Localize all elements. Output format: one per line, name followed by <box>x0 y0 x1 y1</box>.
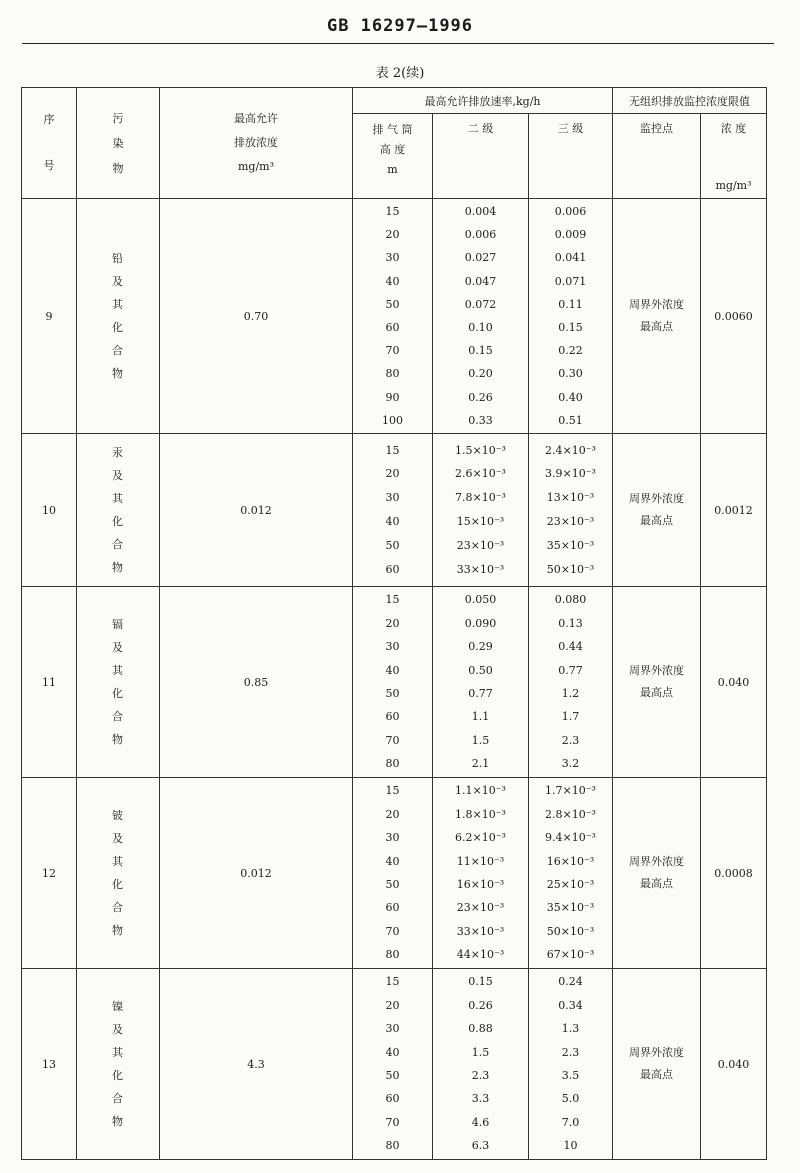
pollutant-char: 及 <box>112 641 124 654</box>
rate-value: 0.24 <box>558 975 583 989</box>
rate-value: 1.7×10⁻³ <box>545 784 596 798</box>
rate-value: 50×10⁻³ <box>546 562 595 576</box>
rate-value: 0.13 <box>558 616 583 630</box>
stack-height-cell <box>353 969 433 1160</box>
grade-2-cell <box>433 199 529 434</box>
monitor-point-cell <box>613 199 701 434</box>
stack-height-value: 50 <box>385 1069 400 1082</box>
col-stack-height <box>353 114 433 199</box>
col-stack-height-line: m <box>387 163 398 176</box>
pollutant-char: 合 <box>112 344 124 357</box>
rate-value: 1.8×10⁻³ <box>455 807 506 821</box>
rate-value: 16×10⁻³ <box>456 878 505 891</box>
col-max-conc-line: mg/m³ <box>237 160 275 173</box>
limit-cell: 0.040 <box>701 587 767 778</box>
rate-value: 0.29 <box>468 640 493 654</box>
col-grade-2: 二 级 <box>433 114 529 199</box>
pollutant-char: 物 <box>112 1115 124 1128</box>
rate-value: 1.5 <box>471 1045 490 1059</box>
pollutant-cell <box>77 969 160 1160</box>
col-pollutant <box>77 88 160 199</box>
grade-3-cell <box>529 199 613 434</box>
stack-height-cell <box>353 434 433 587</box>
rate-value: 0.15 <box>558 321 583 334</box>
monitor-point-line: 周界外浓度 <box>629 664 684 677</box>
rate-value: 2.3 <box>471 1069 490 1082</box>
rate-value: 1.3 <box>561 1022 580 1036</box>
rate-value: 0.072 <box>464 297 497 311</box>
rate-value: 0.006 <box>554 205 587 219</box>
stack-height-cell <box>353 778 433 969</box>
col-seq-line: 号 <box>43 159 55 172</box>
rate-value: 2.6×10⁻³ <box>455 467 506 481</box>
rate-value: 0.88 <box>468 1022 493 1036</box>
stack-height-value: 30 <box>385 640 400 654</box>
rate-value: 0.30 <box>558 367 583 381</box>
rate-value: 1.7 <box>561 710 580 724</box>
seq-cell: 12 <box>22 778 77 969</box>
stack-height-value: 20 <box>385 998 400 1012</box>
grade-3-cell <box>529 969 613 1160</box>
stack-height-value: 80 <box>385 1139 400 1153</box>
pollutant-char: 及 <box>112 469 124 482</box>
stack-height-value: 15 <box>385 593 400 607</box>
rate-value: 0.080 <box>554 593 587 607</box>
stack-height-value: 20 <box>385 228 400 242</box>
col-max-conc-line: 排放浓度 <box>234 136 278 149</box>
col-group-emission-rate: 最高允许排放速率,kg/h <box>353 88 613 114</box>
rate-value: 33×10⁻³ <box>456 562 505 576</box>
rate-value: 0.20 <box>468 367 493 381</box>
rate-value: 13×10⁻³ <box>546 491 595 505</box>
rate-value: 4.6 <box>471 1115 490 1129</box>
limit-cell: 0.0008 <box>701 778 767 969</box>
rate-value: 50×10⁻³ <box>546 924 595 938</box>
rate-value: 2.3 <box>561 1045 580 1059</box>
stack-height-value: 50 <box>385 687 400 700</box>
seq-cell: 13 <box>22 969 77 1160</box>
stack-height-value: 30 <box>385 831 400 845</box>
rate-value: 0.071 <box>554 274 587 288</box>
stack-height-value: 60 <box>385 562 400 576</box>
col-concentration <box>701 114 767 199</box>
rate-value: 1.5×10⁻³ <box>455 443 506 457</box>
pollutant-cell <box>77 587 160 778</box>
rate-value: 0.40 <box>558 390 583 404</box>
grade-3-cell <box>529 587 613 778</box>
col-group-fugitive: 无组织排放监控浓度限值 <box>613 88 767 114</box>
rate-value: 0.26 <box>468 998 493 1012</box>
rate-value: 0.10 <box>468 321 493 334</box>
rate-value: 0.22 <box>558 344 583 358</box>
pollutant-char: 其 <box>112 664 124 677</box>
limit-cell: 0.0012 <box>701 434 767 587</box>
pollutant-char: 镍 <box>112 1000 124 1013</box>
col-stack-height-line: 高 度 <box>379 143 406 156</box>
rate-value: 0.050 <box>464 593 497 607</box>
stack-height-cell <box>353 199 433 434</box>
rate-value: 0.090 <box>464 616 497 630</box>
stack-height-value: 40 <box>385 663 400 677</box>
stack-height-value: 15 <box>385 784 400 798</box>
rate-value: 5.0 <box>561 1092 580 1106</box>
monitor-point-cell <box>613 587 701 778</box>
stack-height-value: 30 <box>385 491 400 505</box>
col-stack-height-line: 排 气 筒 <box>372 123 413 136</box>
rate-value: 33×10⁻³ <box>456 924 505 938</box>
monitor-point-cell <box>613 778 701 969</box>
rate-value: 2.1 <box>471 757 490 771</box>
monitor-point-line: 最高点 <box>640 877 673 890</box>
rate-value: 0.11 <box>558 297 583 311</box>
pollutant-char: 铍 <box>112 809 124 822</box>
rate-value: 15×10⁻³ <box>456 515 505 528</box>
col-pollutant-line: 污 <box>112 111 124 125</box>
rate-value: 0.15 <box>468 344 493 358</box>
rate-value: 0.004 <box>464 205 497 219</box>
pollutant-char: 化 <box>112 515 124 528</box>
rate-value: 0.041 <box>554 251 587 265</box>
stack-height-value: 50 <box>385 878 400 891</box>
monitor-point-line: 最高点 <box>640 320 673 333</box>
rate-value: 16×10⁻³ <box>546 854 595 868</box>
rate-value: 0.34 <box>558 998 583 1012</box>
rate-value: 2.4×10⁻³ <box>545 443 596 457</box>
rate-value: 3.3 <box>471 1092 490 1106</box>
pollutant-block-row <box>22 778 767 969</box>
rate-value: 1.5 <box>471 733 490 747</box>
pollutant-char: 合 <box>112 1092 124 1105</box>
limit-cell: 0.040 <box>701 969 767 1160</box>
pollutant-char: 汞 <box>112 446 124 459</box>
pollutant-char: 其 <box>112 855 124 868</box>
monitor-point-line: 周界外浓度 <box>629 1046 684 1059</box>
stack-height-cell <box>353 587 433 778</box>
pollutant-char: 及 <box>112 832 124 845</box>
stack-height-value: 40 <box>385 854 400 868</box>
stack-height-value: 50 <box>385 297 400 311</box>
stack-height-value: 15 <box>385 443 400 457</box>
pollutant-char: 化 <box>112 878 124 891</box>
rate-value: 0.027 <box>464 251 497 265</box>
emission-limits-table <box>21 87 767 1160</box>
pollutant-block-row <box>22 434 767 587</box>
rate-value: 23×10⁻³ <box>456 901 505 915</box>
seq-cell: 10 <box>22 434 77 587</box>
seq-cell: 9 <box>22 199 77 434</box>
pollutant-char: 合 <box>112 901 124 914</box>
monitor-point-line: 周界外浓度 <box>629 492 684 505</box>
pollutant-char: 物 <box>112 733 124 746</box>
rate-value: 0.77 <box>558 663 583 677</box>
col-seq <box>22 88 77 199</box>
stack-height-value: 80 <box>385 757 400 771</box>
rate-value: 7.0 <box>561 1115 580 1129</box>
stack-height-value: 50 <box>385 538 400 552</box>
max-concentration-cell: 4.3 <box>160 969 353 1160</box>
rate-value: 0.26 <box>468 390 493 404</box>
stack-height-value: 20 <box>385 616 400 630</box>
rate-value: 0.047 <box>464 274 497 288</box>
stack-height-value: 100 <box>382 413 403 427</box>
pollutant-char: 铅 <box>112 252 124 265</box>
stack-height-value: 80 <box>385 367 400 381</box>
monitor-point-cell <box>613 969 701 1160</box>
col-grade-3: 三 级 <box>529 114 613 199</box>
stack-height-value: 40 <box>385 1045 400 1059</box>
pollutant-char: 物 <box>112 367 124 380</box>
rate-value: 6.3 <box>471 1139 490 1153</box>
grade-2-cell <box>433 434 529 587</box>
stack-height-value: 70 <box>385 733 400 747</box>
rate-value: 6.2×10⁻³ <box>455 831 506 845</box>
max-concentration-cell: 0.012 <box>160 434 353 587</box>
pollutant-cell <box>77 778 160 969</box>
rate-value: 67×10⁻³ <box>546 948 595 962</box>
rate-value: 0.009 <box>554 228 587 242</box>
pollutant-char: 合 <box>112 710 124 723</box>
pollutant-char: 及 <box>112 275 124 288</box>
stack-height-value: 90 <box>385 390 400 404</box>
stack-height-value: 60 <box>385 321 400 334</box>
stack-height-value: 15 <box>385 975 400 989</box>
max-concentration-cell: 0.70 <box>160 199 353 434</box>
pollutant-cell <box>77 434 160 587</box>
pollutant-char: 其 <box>112 492 124 505</box>
stack-height-value: 60 <box>385 710 400 724</box>
col-seq-line: 序 <box>43 113 55 126</box>
rate-value: 35×10⁻³ <box>546 901 595 915</box>
stack-height-value: 70 <box>385 344 400 358</box>
col-max-concentration <box>160 88 353 199</box>
pollutant-block-row <box>22 587 767 778</box>
table-caption: 表 2(续) <box>375 66 425 81</box>
rate-value: 0.33 <box>468 413 493 427</box>
stack-height-value: 60 <box>385 1092 400 1106</box>
rate-value: 23×10⁻³ <box>456 538 505 552</box>
col-pollutant-line: 染 <box>112 136 124 150</box>
rate-value: 3.2 <box>561 757 580 771</box>
pollutant-char: 化 <box>112 687 124 700</box>
rate-value: 25×10⁻³ <box>546 878 595 891</box>
pollutant-char: 物 <box>112 924 124 937</box>
rate-value: 2.3 <box>561 733 580 747</box>
stack-height-value: 30 <box>385 251 400 265</box>
grade-2-cell <box>433 778 529 969</box>
stack-height-value: 15 <box>385 205 400 219</box>
rate-value: 1.1 <box>471 710 490 724</box>
rate-value: 3.9×10⁻³ <box>545 467 596 481</box>
grade-3-cell <box>529 434 613 587</box>
limit-cell: 0.0060 <box>701 199 767 434</box>
stack-height-value: 40 <box>385 274 400 288</box>
pollutant-block-row <box>22 969 767 1160</box>
col-concentration-unit: mg/m³ <box>715 179 752 192</box>
rate-value: 9.4×10⁻³ <box>545 831 596 845</box>
rate-value: 0.51 <box>558 413 583 427</box>
pollutant-char: 合 <box>112 538 124 551</box>
rate-value: 3.5 <box>561 1069 580 1082</box>
rate-value: 0.50 <box>468 663 493 677</box>
max-concentration-cell: 0.012 <box>160 778 353 969</box>
seq-cell: 11 <box>22 587 77 778</box>
rate-value: 2.8×10⁻³ <box>545 807 596 821</box>
pollutant-char: 化 <box>112 1069 124 1082</box>
grade-2-cell <box>433 587 529 778</box>
pollutant-char: 物 <box>112 561 124 574</box>
pollutant-cell <box>77 199 160 434</box>
stack-height-value: 20 <box>385 807 400 821</box>
monitor-point-line: 周界外浓度 <box>629 855 684 868</box>
rate-value: 0.77 <box>468 687 493 700</box>
rate-value: 10 <box>563 1139 578 1153</box>
pollutant-char: 化 <box>112 321 124 334</box>
rate-value: 11×10⁻³ <box>456 854 505 868</box>
monitor-point-line: 周界外浓度 <box>629 298 684 311</box>
rate-value: 1.2 <box>561 687 580 700</box>
monitor-point-line: 最高点 <box>640 1068 673 1081</box>
rate-value: 0.006 <box>464 228 497 242</box>
rate-value: 0.44 <box>558 640 583 654</box>
col-max-conc-line: 最高允许 <box>234 112 278 125</box>
rate-value: 35×10⁻³ <box>546 538 595 552</box>
col-concentration-label: 浓 度 <box>720 122 747 135</box>
stack-height-value: 30 <box>385 1022 400 1036</box>
pollutant-char: 其 <box>112 298 124 311</box>
col-monitor-point: 监控点 <box>613 114 701 199</box>
stack-height-value: 70 <box>385 1115 400 1129</box>
max-concentration-cell: 0.85 <box>160 587 353 778</box>
rate-value: 44×10⁻³ <box>456 948 505 962</box>
pollutant-char: 其 <box>112 1046 124 1059</box>
monitor-point-line: 最高点 <box>640 686 673 699</box>
col-pollutant-line: 物 <box>112 161 124 175</box>
rate-value: 7.8×10⁻³ <box>455 491 506 505</box>
monitor-point-cell <box>613 434 701 587</box>
grade-2-cell <box>433 969 529 1160</box>
stack-height-value: 60 <box>385 901 400 915</box>
rate-value: 1.1×10⁻³ <box>455 784 506 798</box>
monitor-point-line: 最高点 <box>640 514 673 527</box>
grade-3-cell <box>529 778 613 969</box>
stack-height-value: 70 <box>385 924 400 938</box>
stack-height-value: 20 <box>385 467 400 481</box>
stack-height-value: 80 <box>385 948 400 962</box>
pollutant-block-row <box>22 199 767 434</box>
standard-number: GB 16297—1996 <box>326 16 474 36</box>
rate-value: 0.15 <box>468 975 493 989</box>
pollutant-char: 及 <box>112 1023 124 1036</box>
pollutant-char: 镉 <box>112 618 124 631</box>
rate-value: 23×10⁻³ <box>546 515 595 528</box>
header-rule <box>22 43 774 44</box>
stack-height-value: 40 <box>385 515 400 528</box>
